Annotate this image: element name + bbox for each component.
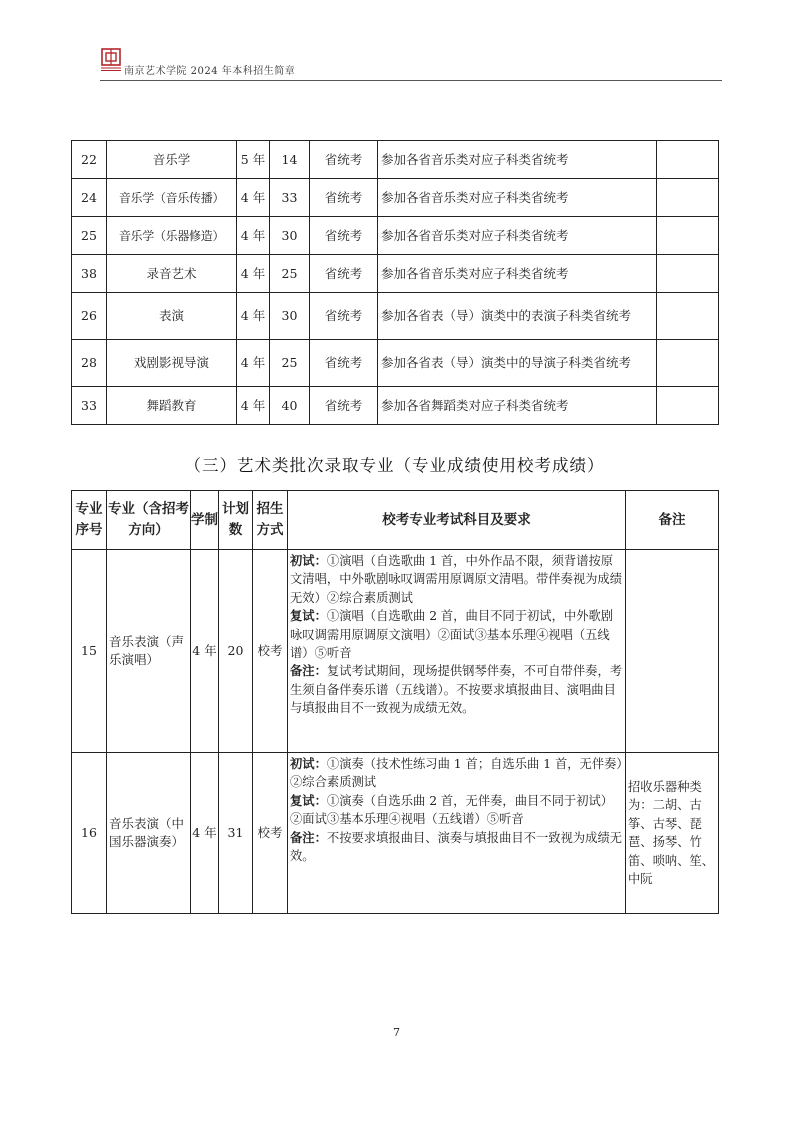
major-number: 25 <box>72 217 107 255</box>
admission-method: 省统考 <box>310 387 378 425</box>
major-number: 16 <box>72 753 107 914</box>
plan-count: 30 <box>270 293 310 340</box>
col-header-method: 招生方式 <box>253 491 288 550</box>
second-round-label: 复试： <box>290 793 327 808</box>
exam-requirement <box>288 753 626 914</box>
remark-label: 备注： <box>290 830 327 845</box>
remarks <box>657 141 719 179</box>
major-number: 22 <box>72 141 107 179</box>
page-number: 7 <box>393 1026 400 1039</box>
second-round-label: 复试： <box>290 609 327 624</box>
major-name: 音乐表演（中国乐器演奏） <box>107 753 191 914</box>
study-years: 4 年 <box>191 550 219 753</box>
exam-requirement: 参加各省音乐类对应子科类省统考 <box>378 255 657 293</box>
major-number: 26 <box>72 293 107 340</box>
table-row <box>72 217 719 255</box>
col-header-requirements: 校考专业考试科目及要求 <box>288 491 626 550</box>
major-number: 28 <box>72 340 107 387</box>
plan-count: 33 <box>270 179 310 217</box>
study-years: 5 年 <box>237 141 270 179</box>
plan-count: 25 <box>270 340 310 387</box>
remarks <box>657 179 719 217</box>
second-round-text: ①演唱（自选歌曲 2 首，曲目不同于初试，中外歌剧咏叹调需用原调原文演唱）②面试③基本乐理④视唱（五线谱）⑤听音 <box>290 609 614 661</box>
exam-requirement: 参加各省音乐类对应子科类省统考 <box>378 141 657 179</box>
table-row <box>72 293 719 340</box>
major-number: 38 <box>72 255 107 293</box>
table-row <box>72 550 719 753</box>
exam-requirement: 参加各省音乐类对应子科类省统考 <box>378 217 657 255</box>
admission-method: 省统考 <box>310 179 378 217</box>
remarks <box>657 217 719 255</box>
exam-requirement <box>288 550 626 753</box>
remark-text: 不按要求填报曲目、演奏与填报曲目不一致视为成绩无效。 <box>290 830 623 864</box>
major-name: 音乐学（音乐传播） <box>107 179 237 217</box>
study-years: 4 年 <box>237 387 270 425</box>
major-number: 15 <box>72 550 107 753</box>
second-round-text: ①演奏（自选乐曲 2 首，无伴奏，曲目不同于初试）②面试③基本乐理④视唱（五线谱）⑤听音 <box>290 793 614 827</box>
col-header-years: 学制 <box>191 491 219 550</box>
col-header-major: 专业（含招考方向） <box>107 491 191 550</box>
exam-requirement: 参加各省表（导）演类中的表演子科类省统考 <box>378 293 657 340</box>
remark-text: 复试考试期间，现场提供钢琴伴奏，不可自带伴奏，考生须自备伴奏乐谱（五线谱）。不按要求填报曲目、演唱曲目与填报曲目不一致视为成绩无效。 <box>290 664 623 716</box>
table-row <box>72 340 719 387</box>
remarks <box>657 340 719 387</box>
remarks <box>657 293 719 340</box>
remarks <box>657 255 719 293</box>
first-round-text: ①演奏（技术性练习曲 1 首；自选乐曲 1 首，无伴奏）②综合素质测试 <box>290 757 623 790</box>
col-header-remarks: 备注 <box>626 491 719 550</box>
admission-method: 省统考 <box>310 293 378 340</box>
table-row <box>72 255 719 293</box>
major-name: 舞蹈教育 <box>107 387 237 425</box>
table-row <box>72 179 719 217</box>
exam-requirement: 参加各省音乐类对应子科类省统考 <box>378 179 657 217</box>
admission-method: 省统考 <box>310 217 378 255</box>
first-round-text: ①演唱（自选歌曲 1 首，中外作品不限，须背谱按原文清唱，中外歌剧咏叹调需用原调原文清唱。带伴奏视为成绩无效）②综合素质测试 <box>290 554 623 605</box>
major-number: 24 <box>72 179 107 217</box>
study-years: 4 年 <box>237 179 270 217</box>
table-row <box>72 753 719 914</box>
major-number: 33 <box>72 387 107 425</box>
study-years: 4 年 <box>237 340 270 387</box>
plan-count: 31 <box>219 753 253 914</box>
table-row <box>72 387 719 425</box>
major-name: 音乐学（乐器修造） <box>107 217 237 255</box>
header-divider <box>100 80 722 81</box>
first-round-label: 初试： <box>290 757 327 771</box>
header-title: 南京艺术学院 2024 年本科招生简章 <box>124 66 296 77</box>
majors-table-provincial <box>71 140 719 425</box>
table-header-row <box>72 491 719 550</box>
exam-requirement: 参加各省表（导）演类中的导演子科类省统考 <box>378 340 657 387</box>
admission-method: 省统考 <box>310 340 378 387</box>
study-years: 4 年 <box>237 293 270 340</box>
remarks <box>657 387 719 425</box>
major-name: 表演 <box>107 293 237 340</box>
study-years: 4 年 <box>237 217 270 255</box>
school-seal-logo <box>100 48 122 72</box>
study-years: 4 年 <box>191 753 219 914</box>
plan-count: 40 <box>270 387 310 425</box>
plan-count: 20 <box>219 550 253 753</box>
admission-method: 校考 <box>253 550 288 753</box>
admission-method: 省统考 <box>310 141 378 179</box>
majors-table-school-exam <box>71 490 719 914</box>
remark-label: 备注： <box>290 664 327 679</box>
plan-count: 25 <box>270 255 310 293</box>
major-name: 音乐表演（声乐演唱） <box>107 550 191 753</box>
major-name: 音乐学 <box>107 141 237 179</box>
first-round-label: 初试： <box>290 554 327 568</box>
exam-requirement: 参加各省舞蹈类对应子科类省统考 <box>378 387 657 425</box>
plan-count: 14 <box>270 141 310 179</box>
table-row <box>72 141 719 179</box>
remarks: 招收乐器种类为：二胡、古筝、古琴、琵琶、扬琴、竹笛、唢呐、笙、中阮 <box>626 753 719 914</box>
col-header-number: 专业序号 <box>72 491 107 550</box>
admission-method: 校考 <box>253 753 288 914</box>
section-title: （三）艺术类批次录取专业（专业成绩使用校考成绩） <box>184 456 605 475</box>
plan-count: 30 <box>270 217 310 255</box>
study-years: 4 年 <box>237 255 270 293</box>
remarks <box>626 550 719 753</box>
col-header-plan: 计划数 <box>219 491 253 550</box>
admission-method: 省统考 <box>310 255 378 293</box>
major-name: 录音艺术 <box>107 255 237 293</box>
major-name: 戏剧影视导演 <box>107 340 237 387</box>
